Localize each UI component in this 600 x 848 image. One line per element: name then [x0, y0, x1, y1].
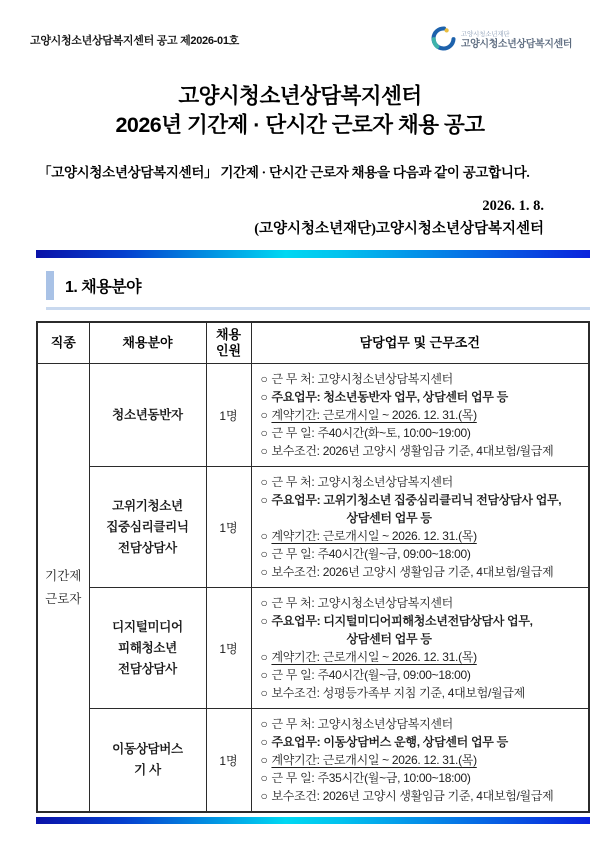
- job-type-line2: 근로자: [45, 591, 82, 606]
- detail-pay: ○ 보수조건: 2026년 고양시 생활임금 기준, 4대보험/월급제: [260, 565, 554, 580]
- table-row: [37, 588, 589, 709]
- page-title: [0, 82, 600, 140]
- detail-duties: ○ 주요업무: 청소년동반자 업무, 상담센터 업무 등: [260, 390, 508, 405]
- job-type-cell: [37, 364, 89, 813]
- accent-bar-top: [36, 250, 590, 258]
- header-job-type: 직종: [37, 322, 89, 364]
- detail-duties: ○ 주요업무: 고위기청소년 집중심리클리닉 전담상담사 업무, 상담센터 업무 등: [260, 493, 562, 526]
- circle-bullet-icon: ○: [260, 735, 268, 750]
- detail-contract: ○ 계약기간: 근로개시일 ~ 2026. 12. 31.(목): [260, 753, 477, 768]
- detail-contract: ○ 계약기간: 근로개시일 ~ 2026. 12. 31.(목): [260, 529, 477, 544]
- detail-workdays: ○ 근 무 일: 주40시간(월~금, 09:00~18:00): [260, 668, 471, 683]
- accent-bar-bottom: [36, 817, 590, 824]
- header-count-line1: 채용: [215, 326, 242, 342]
- table-row: [37, 709, 589, 813]
- circle-bullet-icon: ○: [260, 408, 268, 423]
- circle-bullet-icon: ○: [260, 475, 268, 490]
- field-cell: [89, 364, 206, 467]
- field-line: 디지털미디어: [112, 619, 183, 634]
- count-cell: 1명: [206, 588, 251, 709]
- field-cell: [89, 467, 206, 588]
- header-count: [206, 322, 251, 364]
- details-cell: [251, 588, 589, 709]
- circle-bullet-icon: ○: [260, 614, 268, 629]
- field-line: 전담상담사: [118, 662, 177, 677]
- announcement-date: 2026. 1. 8.: [482, 198, 544, 215]
- field-line: 기 사: [134, 763, 161, 778]
- intro-text: 「고양시청소년상담복지센터」 기간제 · 단시간 근로자 채용을 다음과 같이 공고합니다.: [38, 165, 530, 181]
- details-cell: [251, 467, 589, 588]
- section-marker-bar: [46, 271, 54, 300]
- announcing-org: (고양시청소년재단)고양시청소년상담복지센터: [254, 220, 544, 237]
- circle-bullet-icon: ○: [260, 596, 268, 611]
- circle-bullet-icon: ○: [260, 547, 268, 562]
- header-field: 채용분야: [89, 322, 206, 364]
- date-signature-block: [0, 195, 600, 240]
- circle-bullet-icon: ○: [260, 493, 268, 508]
- field-cell: [89, 709, 206, 813]
- count-cell: 1명: [206, 467, 251, 588]
- header-duties: 담당업무 및 근무조건: [251, 322, 589, 364]
- org-foundation-name: 고양시청소년재단: [460, 30, 510, 38]
- circle-bullet-icon: ○: [260, 686, 268, 701]
- field-line: 이동상담버스: [112, 742, 183, 757]
- circle-bullet-icon: ○: [260, 789, 268, 804]
- circle-bullet-icon: ○: [260, 650, 268, 665]
- page-title-line1: 고양시청소년상담복지센터: [178, 84, 422, 108]
- org-logo: [431, 26, 572, 56]
- recruitment-table: [36, 321, 590, 814]
- page-title-line2: 2026년 기간제 · 단시간 근로자 채용 공고: [115, 113, 485, 138]
- circle-bullet-icon: ○: [260, 444, 268, 459]
- field-line: 피해청소년: [118, 640, 177, 655]
- circle-bullet-icon: ○: [260, 390, 268, 405]
- section-heading: [46, 271, 590, 310]
- circle-bullet-icon: ○: [260, 717, 268, 732]
- header-count-line2: 인원: [215, 343, 242, 359]
- table-row: [37, 364, 589, 467]
- field-line: 전담상담사: [118, 541, 177, 556]
- detail-workdays: ○ 근 무 일: 주40시간(월~금, 09:00~18:00): [260, 547, 471, 562]
- details-cell: [251, 364, 589, 467]
- detail-pay: ○ 보수조건: 성평등가족부 지침 기준, 4대보험/월급제: [260, 686, 525, 701]
- count-cell: 1명: [206, 364, 251, 467]
- detail-contract: ○ 계약기간: 근로개시일 ~ 2026. 12. 31.(목): [260, 408, 477, 423]
- circle-bullet-icon: ○: [260, 668, 268, 683]
- org-logo-icon: [431, 26, 456, 56]
- detail-pay: ○ 보수조건: 2026년 고양시 생활임금 기준, 4대보험/월급제: [260, 789, 554, 804]
- detail-contract: ○ 계약기간: 근로개시일 ~ 2026. 12. 31.(목): [260, 650, 477, 665]
- job-type-line1: 기간제: [45, 569, 82, 584]
- section-title: 1. 채용분야: [65, 278, 142, 296]
- circle-bullet-icon: ○: [260, 426, 268, 441]
- detail-workplace: ○ 근 무 처: 고양시청소년상담복지센터: [260, 596, 453, 611]
- org-center-name: 고양시청소년상담복지센터: [460, 38, 572, 50]
- document-header: [0, 0, 600, 56]
- detail-workplace: ○ 근 무 처: 고양시청소년상담복지센터: [260, 372, 453, 387]
- detail-workplace: ○ 근 무 처: 고양시청소년상담복지센터: [260, 475, 453, 490]
- detail-workplace: ○ 근 무 처: 고양시청소년상담복지센터: [260, 717, 453, 732]
- detail-pay: ○ 보수조건: 2026년 고양시 생활임금 기준, 4대보험/월급제: [260, 444, 554, 459]
- details-cell: [251, 709, 589, 813]
- table-row: [37, 467, 589, 588]
- count-cell: 1명: [206, 709, 251, 813]
- detail-duties: ○ 주요업무: 이동상담버스 운행, 상담센터 업무 등: [260, 735, 508, 750]
- doc-number: 고양시청소년상담복지센터 공고 제2026-01호: [30, 35, 239, 47]
- org-logo-text: [461, 31, 572, 52]
- field-line: 집중심리클리닉: [106, 519, 189, 534]
- detail-workdays: ○ 근 무 일: 주40시간(화~토, 10:00~19:00): [260, 426, 471, 441]
- field-cell: [89, 588, 206, 709]
- circle-bullet-icon: ○: [260, 529, 268, 544]
- circle-bullet-icon: ○: [260, 771, 268, 786]
- field-line: 고위기청소년: [112, 498, 183, 513]
- detail-duties: ○ 주요업무: 디지털미디어피해청소년전담상담사 업무, 상담센터 업무 등: [260, 614, 533, 647]
- detail-workdays: ○ 근 무 일: 주35시간(월~금, 10:00~18:00): [260, 771, 471, 786]
- circle-bullet-icon: ○: [260, 372, 268, 387]
- circle-bullet-icon: ○: [260, 565, 268, 580]
- circle-bullet-icon: ○: [260, 753, 268, 768]
- table-header-row: [37, 322, 589, 364]
- field-line: 청소년동반자: [112, 407, 183, 422]
